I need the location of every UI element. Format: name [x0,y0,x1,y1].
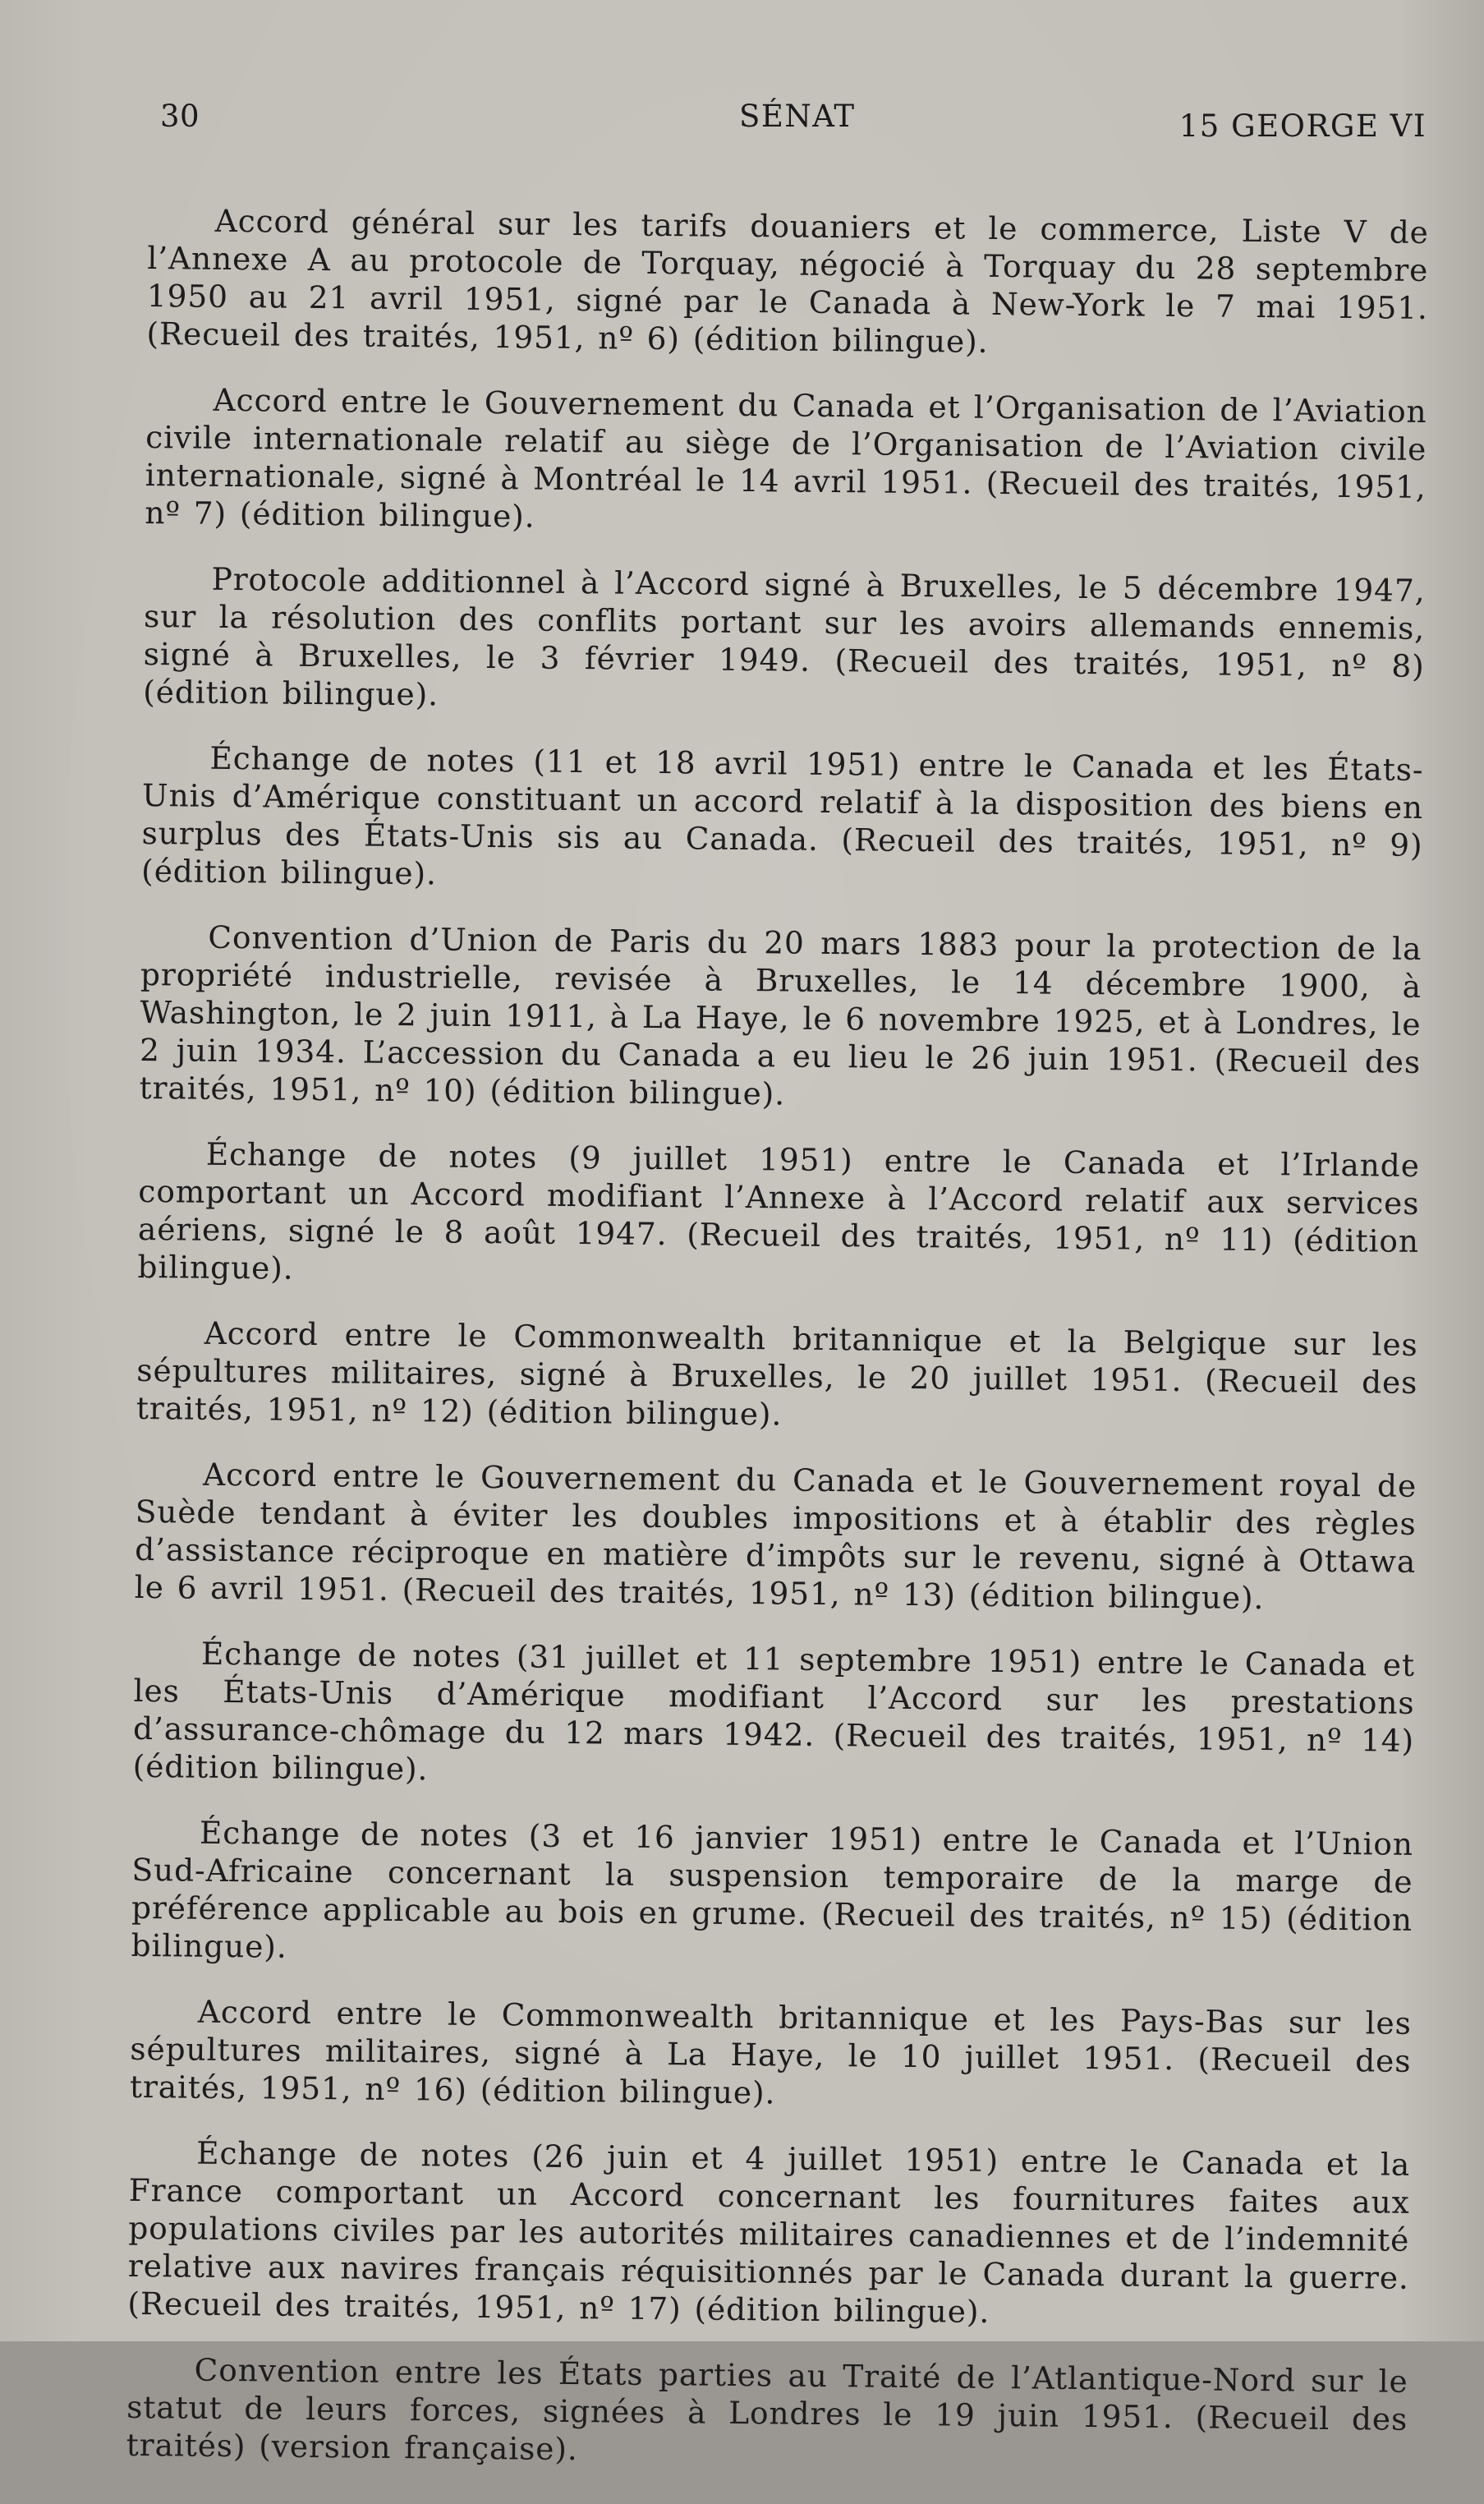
document-body [126,201,1429,2504]
running-header [160,99,1427,156]
treaty-entry: Échange de notes (31 juillet et 11 septembre 1951) entre le Canada et les États-Unis d’Amérique modifiant l’Accord sur les prestations d’assurance-chômage du 12 mars 1942. (Recueil des traités, 1951, nº 14) (édition bilingue). [132,1635,1416,1788]
treaty-entry: Protocole additionnel à l’Accord signé à Bruxelles, le 5 décembre 1947, sur la résolution des conflits portant sur les avoirs allemands ennemis, signé à Bruxelles, le 3 février 1949. (Recueil des traités, 1951, nº 8) (édition bilingue). [143,560,1426,713]
treaty-entry: Accord entre le Commonwealth britannique et la Belgique sur les sépultures militaires, signé à Bruxelles, le 20 juillet 1951. (Recueil des traités, 1951, nº 12) (édition bilingue). [136,1314,1418,1433]
treaty-entry: Échange de notes (26 juin et 4 juillet 1951) entre le Canada et la France comportant un Accord concernant les fournitures faites aux populations civiles par les autorités militaires canadiennes et de l’indemnité relative aux navires français réquisitionnés par le Canada durant la guerre. (Recueil des traités, 1951, nº 17) (édition bilingue). [127,2134,1411,2330]
treaty-entry: Accord entre le Gouvernement du Canada et le Gouvernement royal de Suède tendant à éviter les doubles impositions et à établir des règles d’assistance réciproque en matière d’impôts sur le revenu, signé à Ottawa le 6 avril 1951. (Recueil des traités, 1951, nº 13) (édition bilingue). [134,1456,1417,1617]
treaty-entry: Échange de notes (11 et 18 avril 1951) entre le Canada et les États-Unis d’Amérique constituant un accord relatif à la disposition des biens en surplus des États-Unis sis au Canada. (Recueil des traités, 1951, nº 9) (édition bilingue). [140,739,1424,892]
treaty-entry: Convention entre les États parties au Traité de l’Atlantique-Nord sur le statut de leurs forces, signées à Londres le 19 juin 1951. (Recueil des traités) (version française). [126,2351,1408,2468]
treaty-entry: Échange de notes (9 juillet 1951) entre le Canada et l’Irlande comportant un Accord modifiant l’Annexe à l’Accord relatif aux services aériens, signé le 8 août 1947. (Recueil des traités, 1951, nº 11) (édition bilingue). [137,1135,1421,1287]
header-title: SÉNAT [739,99,856,134]
treaty-entry: Convention d’Union de Paris du 20 mars 1883 pour la protection de la propriété industrielle, revisée à Bruxelles, le 14 décembre 1900, à Washington, le 2 juin 1911, à La Haye, le 6 novembre 1925, et à Londres, le 2 juin 1934. L’accession du Canada a eu lieu le 26 juin 1951. (Recueil des traités, 1951, nº 10) (édition bilingue). [139,918,1422,1112]
regnal-year: 15 GEORGE VI [1178,108,1427,144]
treaty-entry: Accord général sur les tarifs douaniers et le commerce, Liste V de l’Annexe A au protocole de Torquay, négocié à Torquay du 28 septembre 1950 au 21 avril 1951, signé par le Canada à New-York le 7 mai 1951. (Recueil des traités, 1951, nº 6) (édition bilingue). [146,202,1429,360]
page-number: 30 [160,99,200,134]
treaty-entry: Accord entre le Gouvernement du Canada et l’Organisation de l’Aviation civile internationale relatif au siège de l’Organisation de l’Aviation civile internationale, signé à Montréal le 14 avril 1951. (Recueil des traités, 1951, nº 7) (édition bilingue). [145,381,1427,535]
treaty-entry: Accord entre le Commonwealth britannique et les Pays-Bas sur les sépultures militaires, signé à La Haye, le 10 juillet 1951. (Recueil des traités, 1951, nº 16) (édition bilingue). [129,1993,1412,2111]
treaty-entry: Échange de notes (3 et 16 janvier 1951) entre le Canada et l’Union Sud-Africaine concernant la suspension temporaire de la marge de préférence applicable au bois en grume. (Recueil des traités, nº 15) (édition bilingue). [131,1814,1414,1965]
